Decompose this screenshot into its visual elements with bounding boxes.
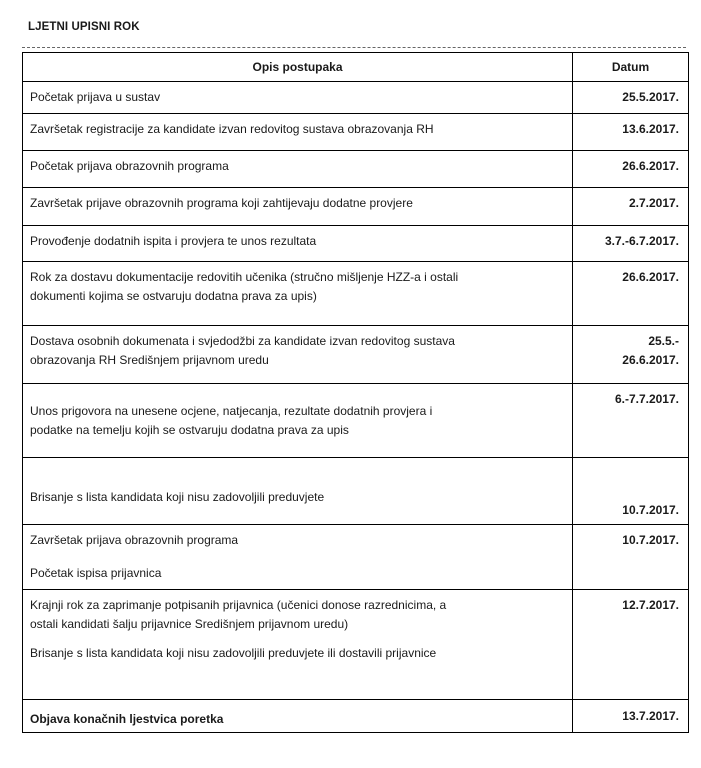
description-line: Unos prigovora na unesene ocjene, natjecanja, rezultate dodatnih provjera i [30, 403, 433, 418]
row-date [573, 525, 689, 590]
row-date [573, 262, 689, 326]
date-value: 13.7.2017. [622, 708, 679, 723]
description-line: obrazovanja RH Središnjem prijavnom uredu [30, 353, 269, 367]
row-description [23, 114, 573, 151]
table-row [23, 262, 689, 326]
table-row [23, 114, 689, 151]
row-description [23, 262, 573, 326]
table-row [23, 82, 689, 114]
column-header-description: Opis postupaka [23, 53, 573, 82]
date-value: 2.7.2017. [628, 196, 679, 210]
table-row [23, 151, 689, 188]
row-date [573, 700, 689, 733]
row-description [23, 188, 573, 226]
table-row [23, 326, 689, 384]
row-description [23, 151, 573, 188]
row-description [23, 226, 573, 262]
date-value: 10.7.2017. [622, 533, 679, 547]
description-line: Brisanje s lista kandidata koji nisu zadovoljili preduvjete ili dostavili prijavnice [30, 646, 437, 660]
table-row [23, 226, 689, 262]
divider [22, 47, 686, 48]
row-description [23, 326, 573, 384]
description-line: Dostava osobnih dokumenata i svjedodžbi za kandidate izvan redovitog sustava [30, 334, 455, 348]
description-line: Početak prijava obrazovnih programa [30, 159, 229, 173]
description-line: ostali kandidati šalju prijavnice Središnjem prijavnom uredu) [30, 617, 349, 631]
row-description [23, 525, 573, 590]
date-value: 12.7.2017. [622, 598, 679, 612]
date-value: 10.7.2017. [622, 503, 679, 517]
date-value: 6.-7.7.2017. [614, 392, 679, 406]
row-description [23, 590, 573, 700]
table-row [23, 384, 689, 458]
date-value: 13.6.2017. [622, 122, 679, 136]
description-line: podatke na temelju kojih se ostvaruju dodatna prava za upis [30, 422, 349, 437]
description-line: Provođenje dodatnih ispita i provjera te unos rezultata [30, 234, 317, 248]
row-date [573, 226, 689, 262]
description-line: Početak ispisa prijavnica [30, 566, 162, 580]
row-date [573, 326, 689, 384]
description-line: Rok za dostavu dokumentacije redovitih učenika (stručno mišljenje HZZ-a i ostali [30, 270, 459, 284]
column-header-date: Datum [573, 53, 689, 82]
schedule-table [22, 52, 689, 733]
date-value: 26.6.2017. [622, 159, 679, 173]
row-date [573, 384, 689, 458]
row-date [573, 458, 689, 525]
description-line: Krajnji rok za zaprimanje potpisanih prijavnica (učenici donose razrednicima, a [30, 598, 447, 612]
description-line: Završetak prijave obrazovnih programa koji zahtijevaju dodatne provjere [30, 196, 413, 210]
date-value: 25.5.- [648, 334, 679, 348]
description-line: dokumenti kojima se ostvaruju dodatna prava za upis) [30, 289, 317, 303]
row-date [573, 151, 689, 188]
row-date [573, 114, 689, 151]
table-row [23, 590, 689, 700]
row-date [573, 590, 689, 700]
page-title: LJETNI UPISNI ROK [28, 21, 140, 33]
date-value: 26.6.2017. [622, 270, 679, 284]
row-description [23, 384, 573, 458]
row-date [573, 82, 689, 114]
date-value: 26.6.2017. [622, 353, 679, 367]
table-row [23, 700, 689, 733]
description-line: Završetak prijava obrazovnih programa [30, 533, 239, 547]
date-value: 25.5.2017. [622, 90, 679, 104]
date-value: 3.7.-6.7.2017. [604, 234, 679, 248]
description-line: Početak prijava u sustav [30, 90, 161, 104]
row-date [573, 188, 689, 226]
description-line: Objava konačnih ljestvica poretka [30, 711, 224, 726]
row-description [23, 458, 573, 525]
table-row [23, 525, 689, 590]
table-row [23, 188, 689, 226]
table-header-row [23, 53, 689, 82]
table-row [23, 458, 689, 525]
row-description [23, 82, 573, 114]
description-line: Brisanje s lista kandidata koji nisu zadovoljili preduvjete [30, 490, 325, 504]
description-line: Završetak registracije za kandidate izvan redovitog sustava obrazovanja RH [30, 122, 434, 136]
row-description [23, 700, 573, 733]
